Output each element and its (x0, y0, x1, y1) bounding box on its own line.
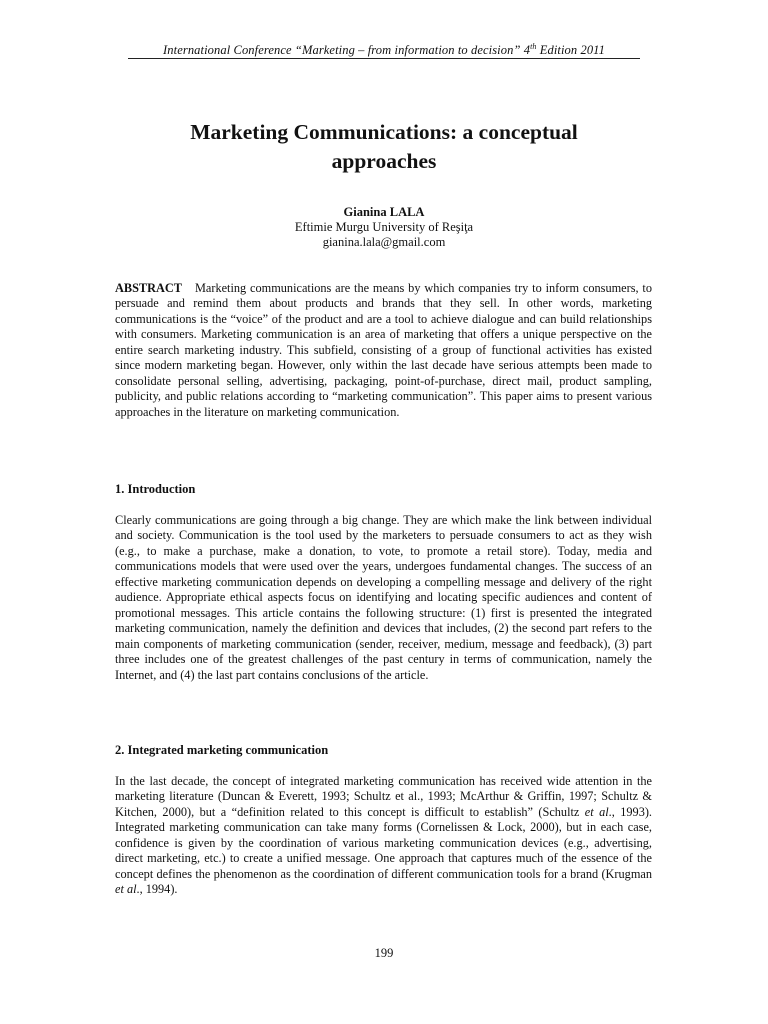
header-sup: th (530, 41, 537, 51)
abstract (115, 281, 652, 420)
header-text-end: Edition 2011 (536, 43, 605, 57)
abstract-text: Marketing communications are the means by which companies try to inform consumers, to persuade and remind them about products and brands that they sell. In other words, marketing communications is the “voice” of the product and are a tool to achieve dialogue and can build relationships with consumers. Marketing communication is an area of marketing that offers a unique perspective on the entire search marketing industry. This subfield, consisting of a group of functional activities has existed since modern marketing began. However, only within the last decade have serious attempts been made to consolidate personal selling, advertising, packaging, point-of-purchase, direct mail, product sampling, publicity, and public relations according to “marketing communication”. This paper aims to present various approaches in the literature on marketing communication. (115, 281, 652, 419)
section-paragraph-imc (115, 774, 652, 898)
imc-text-part-2: ., 1993). Integrated marketing communication can take many forms (Cornelissen & Lock, 2000), but in each case, confidence is given by the coordination of various marketing communication devices (e.g., advertising, direct marketing, etc.) to create a unified message. One approach that captures much of the essence of the concept defines the phenomenon as the coordination of different communication tools for a brand (Krugman (115, 804, 653, 881)
imc-text-part-3: ., 1994). (136, 882, 178, 897)
paper-title (100, 118, 668, 176)
imc-emphasis-1: et al (584, 804, 609, 819)
section-paragraph-introduction: Clearly communications are going through a big change. They are which make the link between individual and society. Communication is the tool used by the marketers to persuade consumers to act as they wish (e.g., to make a purchase, make a donation, to vote, to promote a retail store). Today, media and communications models that were used over the years, undergoes fundamental changes. The success of an effective marketing communication depends on developing a compelling message and delivery of the right audience. Appropriate ethical aspects focus on identifying and locating specific audiences and content of promotional messages. This article contains the following structure: (1) first is presented the integrated marketing communication, namely the definition and devices that includes, (2) the second part refers to the main components of marketing communication (sender, receiver, medium, message and feedback), (3) part three includes one of the greatest challenges of the past century in terms of communication, namely the Internet, and (4) the last part contains conclusions of the article. (115, 513, 652, 682)
running-header (114, 43, 654, 58)
title-line-2: approaches (331, 149, 437, 173)
section-heading-imc: 2. Integrated marketing communication (115, 743, 329, 757)
page-number: 199 (374, 946, 394, 960)
author-email: gianina.lala@gmail.com (322, 235, 446, 249)
author-name: Gianina LALA (343, 205, 425, 219)
header-underline (128, 58, 640, 59)
title-line-1: Marketing Communications: a conceptual (190, 120, 578, 144)
author-affiliation: Eftimie Murgu University of Reşiţa (294, 220, 474, 234)
section-heading-introduction: 1. Introduction (115, 482, 196, 496)
abstract-label: ABSTRACT (115, 281, 182, 295)
author-block (200, 205, 568, 250)
imc-emphasis-2: et al (115, 882, 137, 897)
header-text: International Conference “Marketing – from information to decision” 4 (163, 43, 531, 57)
imc-text-part-1: In the last decade, the concept of integrated marketing communication has received wide attention in the marketing literature (Duncan & Everett, 1993; Schultz et al., 1993; McArthur & Griffin, 1997; Schultz & Kitchen, 2000), but a “definition related to this concept is difficult to establish” (Schultz (115, 774, 652, 819)
